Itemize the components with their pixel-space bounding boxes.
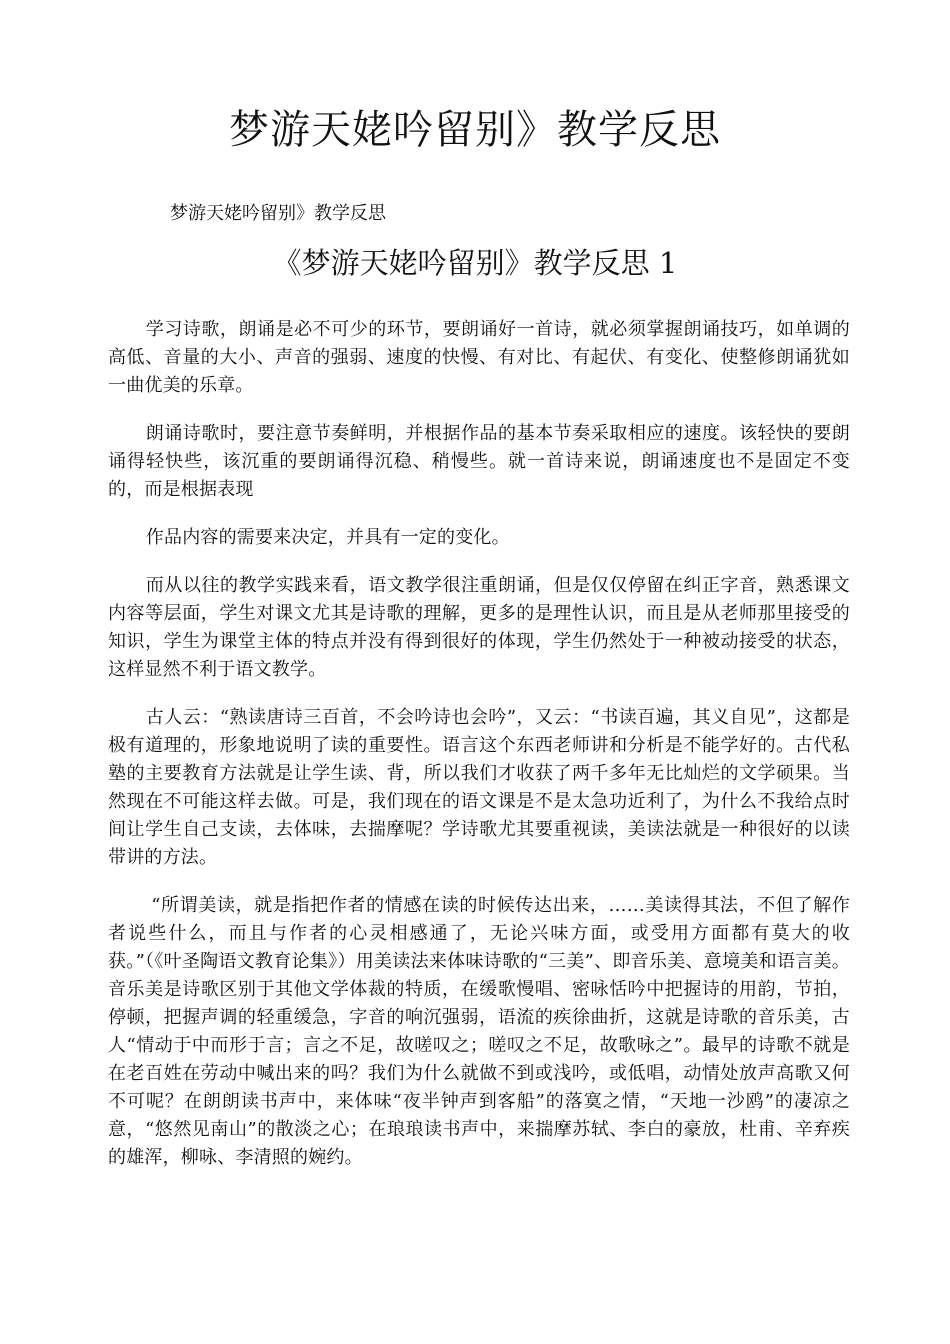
paragraph: 古人云：“熟读唐诗三百首，不会吟诗也会吟”，又云：“书读百遍，其义自见”，这都是极有道理的，形象地说明了读的重要性。语言这个东西老师讲和分析是不能学好的。古代私塾的主要教育方法就是让学生读、背，所以我们才收获了两千多年无比灿烂的文学硕果。当然现在不可能这样去做。可是，我们现在的语文课是不是太急功近利了，为什么不我给点时间让学生自己支读，去体味，去揣摩呢？学诗歌尤其要重视读，美读法就是一种很好的以读带讲的方法。 [108, 707, 850, 868]
paragraph: 朗诵诗歌时，要注意节奏鲜明，并根据作品的基本节奏采取相应的速度。该轻快的要朗诵得轻快些，该沉重的要朗诵得沉稳、稍慢些。就一首诗来说，朗诵速度也不是固定不变的，而是根据表现 [108, 423, 850, 500]
paragraph: 而从以往的教学实践来看，语文教学很注重朗诵，但是仅仅停留在纠正字音，熟悉课文内容等层面，学生对课文尤其是诗歌的理解，更多的是理性认识，而且是从老师那里接受的知识，学生为课堂主体的特点并没有得到很好的体现，学生仍然处于一种被动接受的状态，这样显然不利于语文教学。 [108, 575, 850, 680]
section-heading: 《梦游天姥吟留别》教学反思 1 [272, 246, 678, 280]
document-title: 梦游天姥吟留别》教学反思 [229, 107, 721, 153]
body-text [108, 316, 850, 1192]
paragraph: 作品内容的需要来决定，并具有一定的变化。 [145, 527, 510, 548]
paragraph: 学习诗歌，朗诵是必不可少的环节，要朗诵好一首诗，就必须掌握朗诵技巧，如单调的高低、音量的大小、声音的强弱、速度的快慢、有对比、有起伏、有变化、使整修朗诵犹如一曲优美的乐章。 [108, 319, 850, 396]
document-subtitle: 梦游天姥吟留别》教学反思 [170, 203, 386, 224]
paragraph: “所谓美读，就是指把作者的情感在读的时候传达出来，……美读得其法，不但了解作者说些什么，而且与作者的心灵相感通了，无论兴味方面，或受用方面都有莫大的收获。”（《叶圣陶语文教育论集》）用美读法来体味诗歌的“三美”、即音乐美、意境美和语言美。音乐美是诗歌区别于其他文学体裁的特质，在缓歌慢唱、密咏恬吟中把握诗的用韵，节拍，停顿，把握声调的轻重缓急，字音的响沉强弱，语流的疾徐曲折，这就是诗歌的音乐美，古人“情动于中而形于言；言之不足，故嗟叹之；嗟叹之不足，故歌咏之”。最早的诗歌不就是在老百姓在劳动中喊出来的吗？我们为什么就做不到或浅吟，或低唱，动情处放声高歌又何不可呢？在朗朗读书声中，来体味“夜半钟声到客船”的落寞之情，“天地一沙鸥”的凄凉之意，“悠然见南山”的散淡之心；在琅琅读书声中，来揣摩苏轼、李白的豪放，杜甫、辛弃疾的雄浑，柳咏、李清照的婉约。 [108, 895, 850, 1168]
